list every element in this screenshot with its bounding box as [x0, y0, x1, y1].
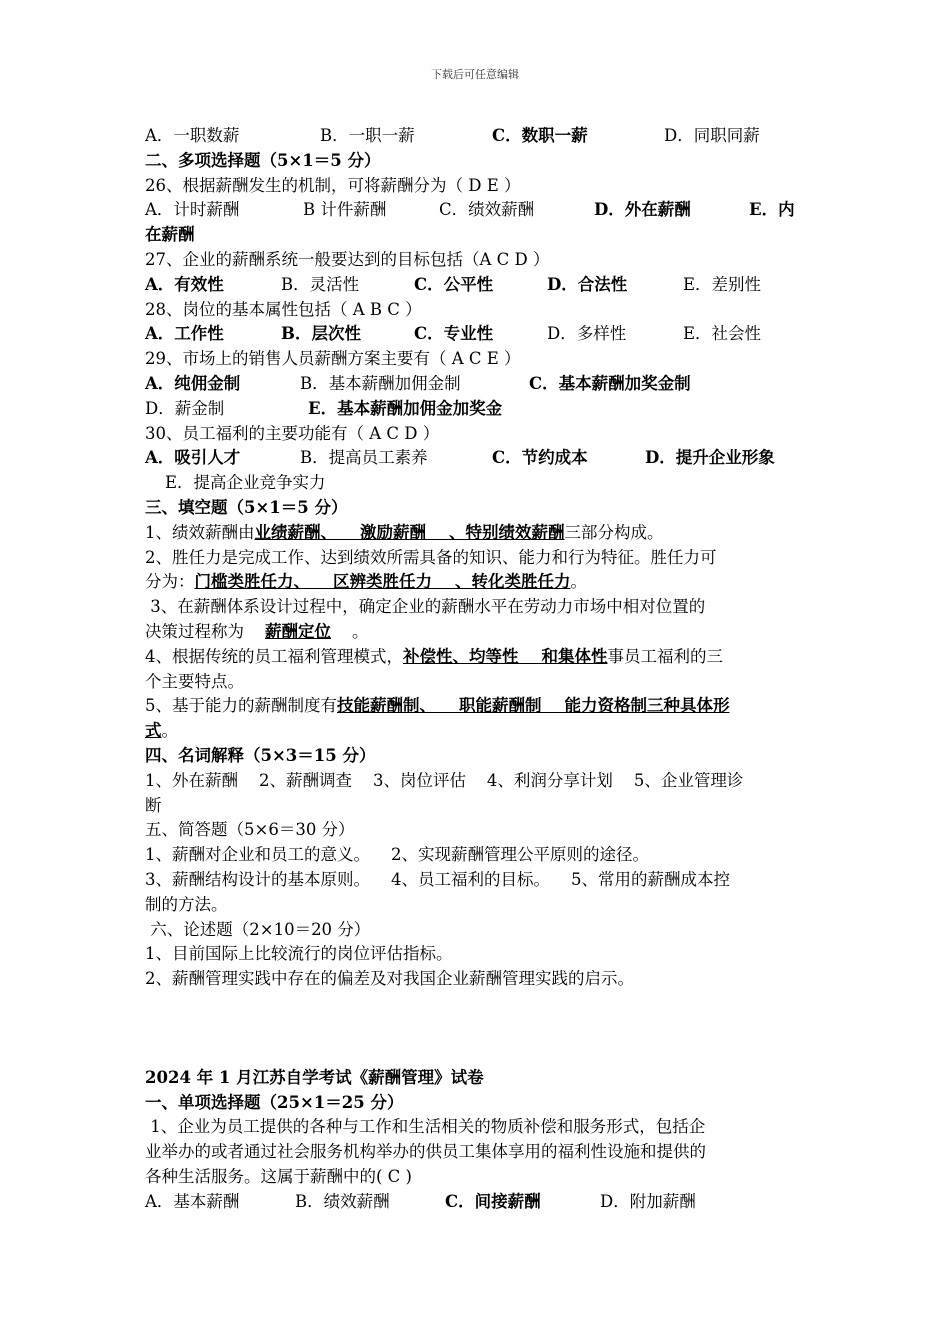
- fill-4-text-end: 事员工福利的三: [607, 646, 723, 666]
- fill-5-answer-continued: 式: [145, 721, 162, 741]
- short-answer-line-1: 1、薪酬对企业和员工的意义。 2、实现薪酬管理公平原则的途径。: [145, 845, 649, 865]
- option-a-answer: A．吸引人才: [145, 448, 241, 468]
- essay-line-1: 1、目前国际上比较流行的岗位评估指标。: [145, 944, 453, 964]
- short-answer-line-3: 制的方法。: [145, 894, 228, 914]
- fill-5-line-2: [145, 719, 810, 744]
- q26-stem: 26、根据薪酬发生的机制，可将薪酬分为（ D E ）: [145, 175, 521, 195]
- exam-2-q1-line-2: 业举办的或者通过社会服务机构举办的供员工集体享用的福利性设施和提供的: [145, 1142, 706, 1162]
- option-b: B．绩效薪酬: [295, 1191, 390, 1211]
- fill-1: [145, 521, 810, 546]
- option-b: B．一职一薪: [320, 126, 415, 145]
- fill-5-text: 5、基于能力的薪酬制度有: [145, 696, 337, 716]
- option-a: A．计时薪酬: [145, 200, 240, 220]
- fill-4-text: 4、根据传统的员工福利管理模式，: [145, 646, 403, 666]
- fill-2-text: 分为：: [145, 572, 195, 592]
- fill-1-text: 1、绩效薪酬由: [145, 522, 255, 542]
- section-2-heading: 二、多项选择题（5×1＝5 分）: [145, 150, 381, 170]
- exam-2-title: 2024 年 1 月江苏自学考试《薪酬管理》试卷: [145, 1067, 484, 1087]
- fill-4-line-1: [145, 645, 810, 670]
- option-d-answer: D．外在薪酬: [594, 200, 691, 220]
- q29-options-line-2: [145, 397, 810, 422]
- fill-3-text: 决策过程称为: [145, 621, 265, 641]
- option-d-answer: D．合法性: [547, 274, 628, 294]
- section-5-heading: 五、简答题（5×6＝30 分）: [145, 820, 355, 840]
- option-a: A．基本薪酬: [145, 1191, 240, 1211]
- option-c-answer: C．数职一薪: [492, 126, 588, 145]
- fill-3-line-1: 3、在薪酬体系设计过程中，确定企业的薪酬水平在劳动力市场中相对位置的: [145, 597, 706, 617]
- option-a: A．一职数薪: [145, 126, 240, 145]
- q27-options: [145, 273, 810, 298]
- exam-2-q1-options: [145, 1190, 810, 1215]
- fill-3-text-end: 。: [330, 621, 369, 641]
- option-c-answer: C．公平性: [414, 274, 494, 294]
- q29-stem: 29、市场上的销售人员薪酬方案主要有（ A C E ）: [145, 349, 521, 369]
- option-b: B．提高员工素养: [300, 448, 428, 468]
- q27-stem: 27、企业的薪酬系统一般要达到的目标包括（A C D ）: [145, 249, 550, 269]
- option-c-answer: C．专业性: [414, 324, 494, 344]
- option-d: D．薪金制: [145, 398, 225, 418]
- option-d: D．同职同薪: [664, 126, 760, 145]
- option-a-answer: A．有效性: [145, 274, 224, 294]
- fill-4-answer: 补偿性、均等性 和集体性: [403, 646, 608, 666]
- option-d: D．附加薪酬: [600, 1191, 696, 1211]
- fill-5-line-1: [145, 694, 810, 719]
- option-b-answer: B．层次性: [281, 324, 361, 344]
- terms-line-1: 1、外在薪酬 2、薪酬调查 3、岗位评估 4、利润分享计划 5、企业管理诊: [145, 770, 744, 790]
- page-header-note: 下载后可任意编辑: [431, 68, 519, 81]
- q26-options: [145, 198, 810, 223]
- option-e: E．提高企业竞争实力: [165, 473, 326, 493]
- option-c-answer: C．节约成本: [492, 448, 588, 468]
- fill-1-text-end: 三部分构成。: [564, 522, 664, 542]
- fill-3-answer: 薪酬定位: [264, 621, 331, 641]
- option-a-answer: A．工作性: [145, 324, 224, 344]
- essay-line-2: 2、薪酬管理实践中存在的偏差及对我国企业薪酬管理实践的启示。: [145, 969, 634, 989]
- option-e: E．社会性: [683, 324, 762, 344]
- q28-options: [145, 322, 810, 347]
- fill-4-line-2: 个主要特点。: [145, 671, 244, 691]
- section-4-heading: 四、名词解释（5×3＝15 分）: [145, 745, 376, 765]
- option-b: B．基本薪酬加佣金制: [300, 373, 461, 393]
- exam-2-q1-line-3: 各种生活服务。这属于薪酬中的( C ): [145, 1167, 412, 1187]
- option-e-answer: E．内: [749, 200, 795, 220]
- q26-option-e-continued: 在薪酬: [145, 225, 195, 245]
- section-gap: [145, 992, 810, 1066]
- option-e: E．差别性: [683, 274, 762, 294]
- q30-stem: 30、员工福利的主要功能有（ A C D ）: [145, 423, 440, 443]
- section-6-heading: 六、论述题（2×10＝20 分）: [145, 919, 371, 939]
- fill-5-text-end: 。: [161, 721, 178, 741]
- option-c: C．绩效薪酬: [439, 200, 535, 220]
- option-b: B．灵活性: [281, 274, 360, 294]
- fill-2-answer: 门槛类胜任力、 区辨类胜任力 、转化类胜任力: [194, 572, 571, 592]
- fill-1-answer: 业绩薪酬、 激励薪酬 、特别绩效薪酬: [254, 522, 565, 542]
- section-3-heading: 三、填空题（5×1＝5 分）: [145, 497, 348, 517]
- fill-2-line-2: [145, 570, 810, 595]
- exam-2-q1-line-1: 1、企业为员工提供的各种与工作和生活相关的物质补偿和服务形式，包括企: [145, 1117, 706, 1137]
- fill-2-line-1: 2、胜任力是完成工作、达到绩效所需具备的知识、能力和行为特征。胜任力可: [145, 547, 717, 567]
- q29-options-line-1: [145, 372, 810, 397]
- option-c-answer: C．间接薪酬: [445, 1191, 541, 1211]
- option-a-answer: A．纯佣金制: [145, 373, 241, 393]
- q28-stem: 28、岗位的基本属性包括（ A B C ）: [145, 299, 422, 319]
- fill-5-answer: 技能薪酬制、 职能薪酬制 能力资格制三种具体形: [337, 696, 730, 716]
- fill-3-line-2: [145, 620, 810, 645]
- q25-options: [145, 124, 810, 149]
- option-d: D．多样性: [547, 324, 627, 344]
- q30-options-line-1: [145, 446, 810, 471]
- option-e-answer: E．基本薪酬加佣金加奖金: [308, 398, 503, 418]
- document-body: [145, 124, 810, 1215]
- option-c-answer: C．基本薪酬加奖金制: [529, 373, 691, 393]
- exam-2-section-1-heading: 一、单项选择题（25×1＝25 分）: [145, 1092, 404, 1112]
- terms-line-2: 断: [145, 795, 162, 815]
- option-b: B 计件薪酬: [303, 200, 387, 220]
- q30-options-line-2: [145, 471, 810, 496]
- fill-2-text-end: 。: [570, 572, 587, 592]
- short-answer-line-2: 3、薪酬结构设计的基本原则。 4、员工福利的目标。 5、常用的薪酬成本控: [145, 869, 730, 889]
- option-d-answer: D．提升企业形象: [645, 448, 775, 468]
